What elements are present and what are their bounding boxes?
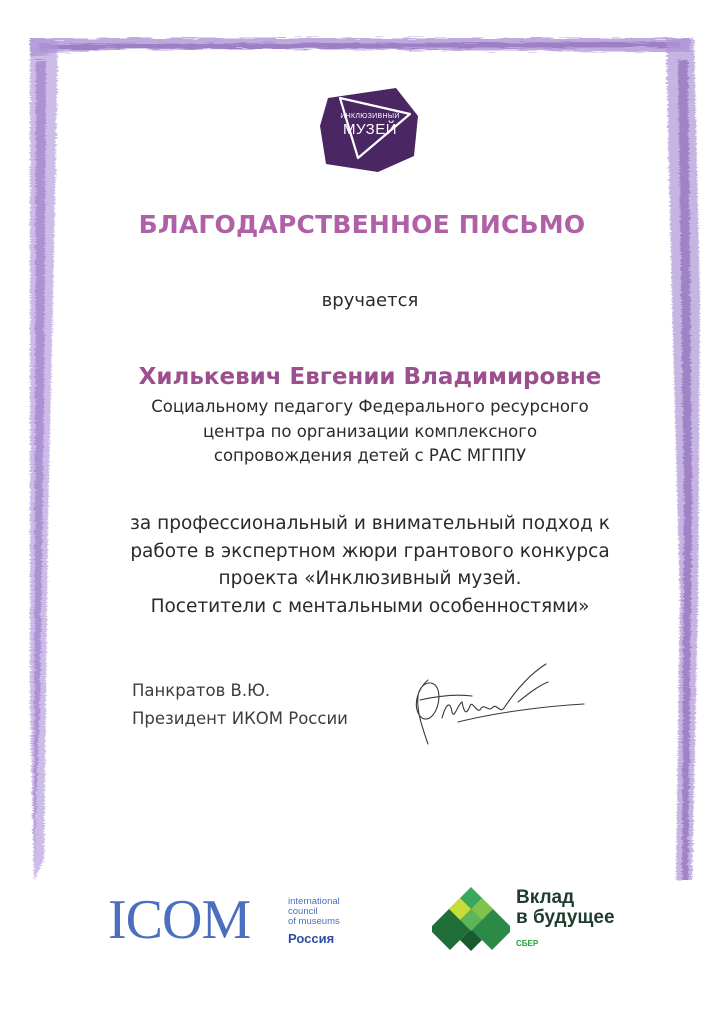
position-line: сопровождения детей с РАС МГППУ <box>213 446 527 465</box>
position-line: центра по организации комплексного <box>202 421 538 441</box>
reason-line: Посетители с ментальными особенностями» <box>150 595 590 617</box>
reason-line: проекта «Инклюзивный музей. <box>218 568 522 589</box>
icom-country: Россия <box>288 931 335 946</box>
reason-line: за профессиональный и внимательный подход к <box>130 513 610 534</box>
icom-sub-line: of museums <box>288 916 340 927</box>
sber-subtitle: СБЕР <box>516 939 539 948</box>
icom-sub-line: international <box>288 896 340 907</box>
icom-subtitle <box>288 897 340 927</box>
position-line: Социальному педагогу Федерального ресурсного <box>151 397 589 416</box>
sber-line2: в будущее <box>516 907 615 928</box>
signatory-name: Панкратов В.Ю. <box>132 681 271 700</box>
awarded-text: вручается <box>321 290 419 311</box>
logo-top-text: ИНКЛЮЗИВНЫЙ <box>340 113 400 120</box>
document-title: БЛАГОДАРСТВЕННОЕ ПИСЬМО <box>138 210 586 239</box>
recipient-position <box>0 395 724 469</box>
logo-main-text: МУЗЕЙ <box>342 121 398 138</box>
signature-image <box>398 660 588 752</box>
award-reason <box>0 510 724 620</box>
reason-line: работе в экспертном жюри грантового конкурса <box>130 540 610 562</box>
vklad-v-budushchee-logo <box>432 885 632 955</box>
icom-logo <box>108 890 358 950</box>
icom-sub-line: council <box>288 906 318 917</box>
recipient-name: Хилькевич Евгении Владимировне <box>138 364 602 390</box>
signatory-role: Президент ИКОМ России <box>132 709 348 728</box>
inclusive-museum-logo <box>318 86 422 174</box>
icom-wordmark: ICOM <box>108 889 251 951</box>
sber-line1: Вклад <box>516 887 575 908</box>
diamond-grid-icon <box>432 885 510 951</box>
sber-title <box>516 888 615 928</box>
signatory-block <box>132 677 348 733</box>
